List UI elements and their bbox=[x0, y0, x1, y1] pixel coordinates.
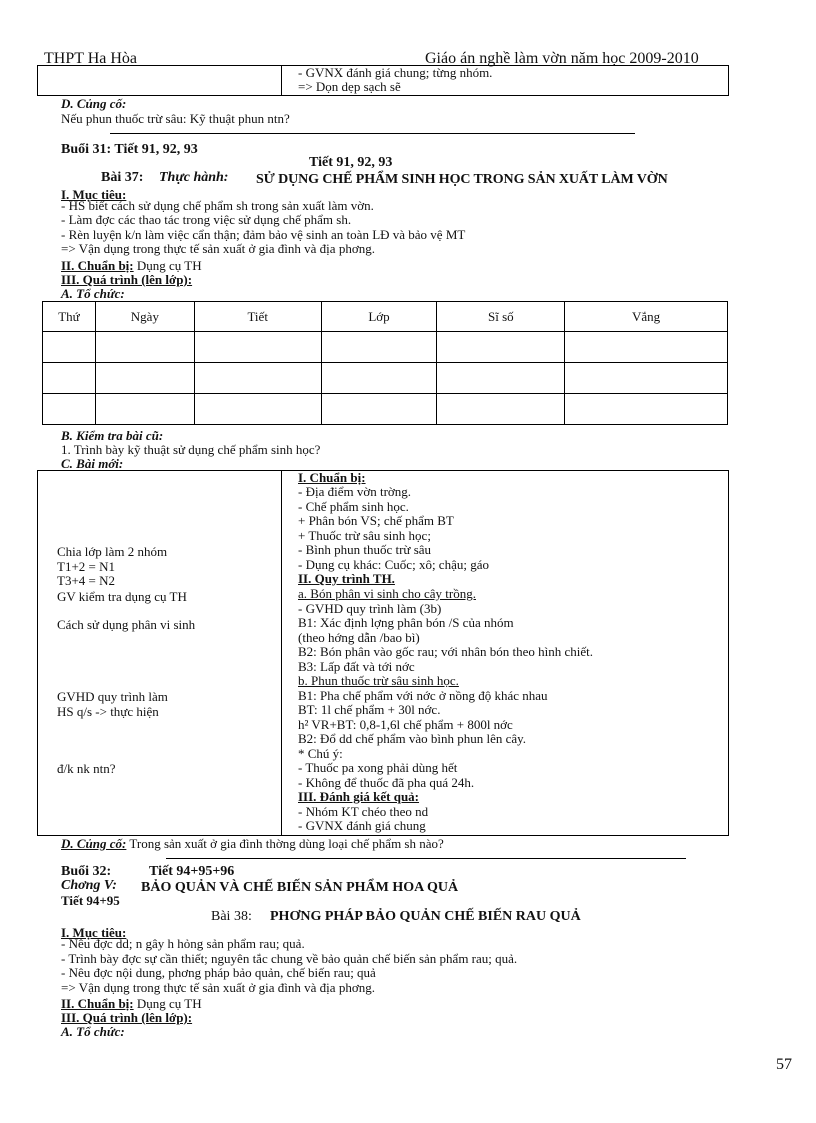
right-col-24: - Nhóm KT chéo theo nd bbox=[298, 804, 429, 819]
table-row bbox=[43, 332, 728, 363]
right-col-23: III. Đánh giá kết quả: bbox=[298, 789, 420, 804]
right-col-4: + Phân bón VS; chế phẩm BT bbox=[298, 513, 454, 528]
right-col-17: BT: 1l chế phẩm + 30l nớc. bbox=[298, 702, 441, 717]
left-col-2: T1+2 = N1 bbox=[57, 559, 115, 574]
right-col-2: - Địa điểm vờn trờng. bbox=[298, 484, 412, 499]
attendance-header-row bbox=[43, 302, 728, 332]
section-rule-2 bbox=[166, 858, 686, 859]
muctieu2-line-1: - Nêu đợc dd; n gây h hỏng sản phẩm rau; quả. bbox=[61, 936, 305, 951]
right-col-8: II. Quy trình TH. bbox=[298, 571, 395, 586]
right-col-3: - Chế phẩm sinh học. bbox=[298, 499, 409, 514]
quatrinh-title: III. Quá trình (lên lớp): bbox=[61, 272, 193, 287]
right-col-16: B1: Pha chế phẩm với nớc ở nồng độ khác nhau bbox=[298, 688, 548, 703]
session31-tiet: Tiết 91, 92, 93 bbox=[309, 155, 393, 170]
col-vang: Vắng bbox=[565, 302, 728, 332]
chuanbi2-title: II. Chuẩn bị: bbox=[61, 996, 134, 1011]
muctieu2-line-3: - Nêu đợc nội dung, phơng pháp bảo quản, chế biến rau; quả bbox=[61, 965, 376, 980]
lesson-box-divider bbox=[281, 470, 282, 836]
top-box-line-2: => Dọn dẹp sạch sẽ bbox=[298, 79, 401, 94]
muctieu2-line-2: - Trình bày đợc sự cần thiết; nguyên tắc chung về bảo quản chế biến sản phẩm rau; quả. bbox=[61, 951, 518, 966]
right-col-7: - Dụng cụ khác: Cuốc; xô; chậu; gáo bbox=[298, 557, 489, 572]
right-col-18: h² VR+BT: 0,8-1,6l chế phẩm + 800l nớc bbox=[298, 717, 513, 732]
cungco-title: D. Củng cố: bbox=[61, 96, 127, 111]
left-col-7: HS q/s -> thực hiện bbox=[57, 704, 159, 719]
right-col-1: I. Chuẩn bị: bbox=[298, 470, 366, 485]
session32-buoi: Buổi 32: bbox=[61, 864, 112, 879]
right-col-10: - GVHD quy trình làm (3b) bbox=[298, 601, 442, 616]
cungco2-title: D. Củng cố: bbox=[61, 836, 127, 851]
right-col-15: b. Phun thuốc trừ sâu sinh học. bbox=[298, 673, 459, 688]
tochuc2-title: A. Tổ chức: bbox=[61, 1024, 125, 1039]
muctieu-title: I. Mục tiêu: bbox=[61, 187, 127, 202]
lesson37-label: Bài 37: bbox=[101, 170, 144, 185]
muctieu-line-3: - Rèn luyện k/n làm việc cẩn thận; đảm bảo vệ sinh an toàn LĐ và bảo vệ MT bbox=[61, 227, 466, 242]
right-col-6: - Bình phun thuốc trừ sâu bbox=[298, 542, 432, 557]
muctieu2-line-4: => Vận dụng trong thực tế sản xuất ở gia đình và địa phơng. bbox=[61, 980, 375, 995]
chuong-title: BẢO QUẢN VÀ CHẾ BIẾN SẢN PHẨM HOA QUẢ bbox=[141, 880, 459, 895]
lesson38-title: PHƠNG PHÁP BẢO QUẢN CHẾ BIẾN RAU QUẢ bbox=[270, 909, 581, 924]
col-lop: Lớp bbox=[321, 302, 437, 332]
top-box-line-1: - GVNX đánh giá chung; từng nhóm. bbox=[298, 65, 493, 80]
right-col-22: - Không để thuốc đã pha quá 24h. bbox=[298, 775, 475, 790]
col-tiet: Tiết bbox=[194, 302, 321, 332]
right-col-5: + Thuốc trừ sâu sinh học; bbox=[298, 528, 431, 543]
right-col-12: (theo hớng dẫn /bao bì) bbox=[298, 630, 420, 645]
session32-tiet-top: Tiết 94+95+96 bbox=[149, 864, 235, 879]
left-col-3: T3+4 = N2 bbox=[57, 573, 115, 588]
muctieu-line-4: => Vận dụng trong thực tế sản xuất ở gia đình và địa phơng. bbox=[61, 241, 375, 256]
right-col-13: B2: Bón phân vào gốc rau; với nhân bón theo hình chiết. bbox=[298, 644, 593, 659]
chuong-label: Chơng V: bbox=[61, 878, 117, 893]
session31-buoi: Buổi 31: Tiết 91, 92, 93 bbox=[61, 142, 198, 157]
col-ngay: Ngày bbox=[95, 302, 194, 332]
right-col-14: B3: Lấp đất và tới nớc bbox=[298, 659, 415, 674]
header-subject: Giáo án nghề làm vờn năm học 2009-2010 bbox=[425, 50, 699, 67]
right-col-21: - Thuốc pa xong phải dùng hết bbox=[298, 760, 458, 775]
top-box-divider bbox=[281, 65, 282, 95]
chuanbi-text: Dụng cụ TH bbox=[136, 258, 202, 273]
left-col-4: GV kiểm tra dụng cụ TH bbox=[57, 589, 187, 604]
tochuc-title: A. Tổ chức: bbox=[61, 286, 125, 301]
lesson37-thuchanh: Thực hành: bbox=[159, 170, 229, 185]
page-number: 57 bbox=[776, 1056, 792, 1073]
right-col-11: B1: Xác định lợng phân bón /S của nhóm bbox=[298, 615, 514, 630]
chuanbi-title: II. Chuẩn bị: bbox=[61, 258, 134, 273]
right-col-25: - GVNX đánh giá chung bbox=[298, 818, 426, 833]
lesson38-label: Bài 38: bbox=[211, 909, 252, 924]
left-col-5: Cách sử dụng phân vi sinh bbox=[57, 617, 196, 632]
section-rule-1 bbox=[110, 133, 635, 134]
quatrinh2-title: III. Quá trình (lên lớp): bbox=[61, 1010, 193, 1025]
muctieu-line-1: - HS biết cách sử dụng chế phẩm sh trong sản xuất làm vờn. bbox=[61, 198, 374, 213]
muctieu-line-2: - Làm đợc các thao tác trong việc sử dụng chế phẩm sh. bbox=[61, 212, 352, 227]
right-col-9: a. Bón phân vi sinh cho cây trồng. bbox=[298, 586, 476, 601]
session32-tiet: Tiết 94+95 bbox=[61, 893, 120, 908]
col-thu: Thứ bbox=[43, 302, 96, 332]
table-row bbox=[43, 394, 728, 425]
kiemtra-text: 1. Trình bày kỹ thuật sử dụng chế phẩm sinh học? bbox=[61, 442, 321, 457]
cungco-text: Nếu phun thuốc trừ sâu: Kỹ thuật phun ntn? bbox=[61, 111, 290, 126]
left-col-6: GVHD quy trình làm bbox=[57, 689, 168, 704]
table-row bbox=[43, 363, 728, 394]
right-col-20: * Chú ý: bbox=[298, 746, 343, 761]
kiemtra-title: B. Kiểm tra bài cũ: bbox=[61, 428, 164, 443]
baimoi-title: C. Bài mới: bbox=[61, 456, 124, 471]
col-siso: Sĩ số bbox=[437, 302, 565, 332]
attendance-table bbox=[42, 301, 728, 425]
muctieu2-title: I. Mục tiêu: bbox=[61, 925, 127, 940]
left-col-8: đ/k nk ntn? bbox=[57, 761, 116, 776]
cungco2-text: Trong sản xuất ở gia đình thờng dùng loại chế phẩm sh nào? bbox=[129, 836, 444, 851]
left-col-1: Chia lớp làm 2 nhóm bbox=[57, 544, 168, 559]
chuanbi2-text: Dụng cụ TH bbox=[136, 996, 202, 1011]
right-col-19: B2: Đổ dd chế phẩm vào bình phun lên cây. bbox=[298, 731, 527, 746]
lesson37-title: SỬ DỤNG CHẾ PHẨM SINH HỌC TRONG SẢN XUẤT LÀM VỜN bbox=[256, 172, 668, 187]
header-school: THPT Ha Hòa bbox=[44, 50, 138, 67]
